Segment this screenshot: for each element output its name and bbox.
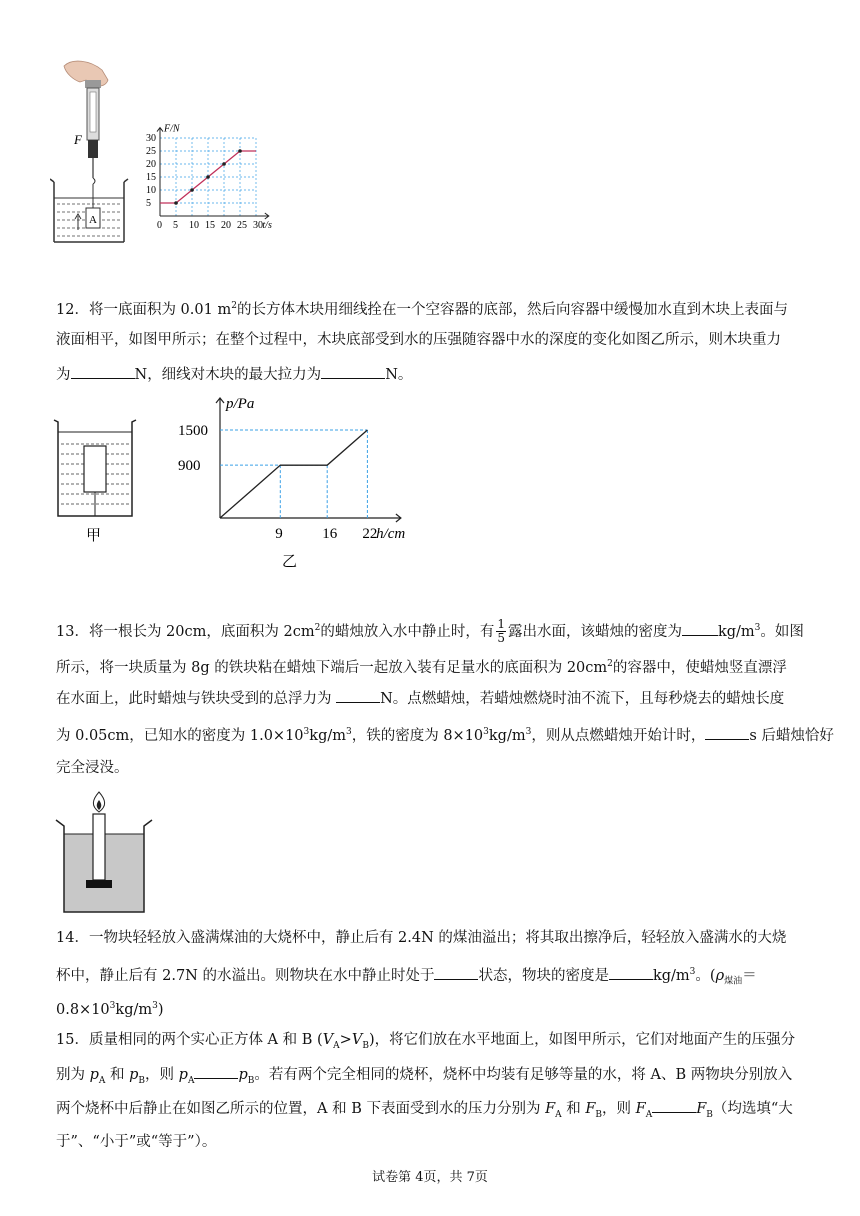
x-axis-label: h/cm xyxy=(376,526,406,542)
x-tick-label: 5 xyxy=(173,220,178,231)
pressure-series-line xyxy=(220,430,367,518)
fig-label-jia: 甲 xyxy=(86,528,102,544)
q15-line2: 别为 $p_A$ 和 $p_B$，则 $p_A$ $p_B$。若有两个完全相同的烧杯，烧杯中均装有足够等量的水，将 A、B 两物块分别放入 xyxy=(56,1064,792,1091)
fig-label-yi: 乙 xyxy=(282,554,298,570)
q13-line3: 在水面上，此时蜡烛与铁块受到的总浮力为 N。点燃蜡烛，若蜡烛燃烧时油不流下，且每秒烧去的蜡烛长度 xyxy=(56,688,784,709)
x-tick-label: 22 xyxy=(362,526,378,542)
pressure-depth-chart xyxy=(178,396,405,542)
data-point xyxy=(190,188,194,192)
q12-figure xyxy=(50,392,410,572)
y-tick-label: 20 xyxy=(146,159,156,170)
q15-line4: 于”、“小于”或“等于”）。 xyxy=(56,1134,217,1150)
y-tick-label: 5 xyxy=(146,198,151,209)
y-tick-label: 10 xyxy=(146,185,156,196)
flame-icon xyxy=(93,792,104,812)
q11-figure xyxy=(50,58,290,248)
beaker-jia xyxy=(54,420,136,516)
x-tick-label: 16 xyxy=(322,526,338,542)
q12-line1: 12．将一底面积为 0.01 $m^2$的长方体木块用细线拴在一个空容器的底部，然后向容器中缓慢加水直到木块上表面与 xyxy=(56,301,788,318)
q14-line1: 14．一物块轻轻放入盛满煤油的大烧杯中，静止后有 2.4N 的煤油溢出；将其取出擦净后，轻轻放入盛满水的大烧 xyxy=(56,930,787,946)
q13-line2: 所示，将一块质量为 8g 的铁块粘在蜡烛下端后一起放入装有足量水的底面积为 $20cm^2$的容器中，使蜡烛竖直漂浮 xyxy=(56,659,787,676)
y-tick-label: 15 xyxy=(146,172,156,183)
answer-blank-buoyancy[interactable] xyxy=(336,688,380,703)
data-point xyxy=(206,175,210,179)
fraction-one-fifth: $\frac{1}{5}$ xyxy=(497,617,505,646)
answer-blank-density[interactable] xyxy=(609,965,653,980)
answer-blank-tension[interactable] xyxy=(321,364,385,379)
y-axis-label: p/Pa xyxy=(226,396,255,412)
x-axis-label: t/s xyxy=(262,220,272,231)
q13-figure xyxy=(52,790,162,916)
candle xyxy=(93,814,105,880)
y-tick-label: 25 xyxy=(146,146,156,157)
x-tick-label: 15 xyxy=(205,220,215,231)
y-tick-label: 30 xyxy=(146,133,156,144)
force-label: F xyxy=(74,132,82,147)
spring-scale-icon xyxy=(85,80,101,184)
x-tick-label: 9 xyxy=(275,526,283,542)
water-container xyxy=(50,179,128,242)
data-point xyxy=(238,149,242,153)
q14-line3: $0.8\times 10^3kg/m^3$) xyxy=(56,1001,164,1018)
q13-line5: 完全浸没。 xyxy=(56,760,129,776)
answer-blank-state[interactable] xyxy=(434,965,478,980)
x-tick-label: 10 xyxy=(189,220,199,231)
x-tick-label: 0 xyxy=(157,220,162,231)
data-point xyxy=(222,162,226,166)
q12-line2: 液面相平，如图甲所示；在整个过程中，木块底部受到水的压强随容器中水的深度的变化如图乙所示，则木块重力 xyxy=(56,332,781,348)
answer-blank-weight[interactable] xyxy=(71,364,135,379)
x-tick-label: 20 xyxy=(221,220,231,231)
y-tick-label: 900 xyxy=(178,458,201,475)
q13-line1: 13．将一根长为 20cm，底面积为 $2cm^2$的蜡烛放入水中静止时，有 $\frac{1}{5}$ 露出水面，该蜡烛的密度为 $kg/m^3$。如图 xyxy=(56,617,804,646)
answer-blank-force-compare[interactable] xyxy=(652,1098,696,1113)
data-point xyxy=(174,201,178,205)
page-footer: 试卷第 4页，共 7页 xyxy=(372,1170,488,1185)
force-time-chart xyxy=(146,124,272,231)
answer-blank-time[interactable] xyxy=(705,725,749,740)
y-tick-label: 1500 xyxy=(178,422,208,439)
x-tick-label: 25 xyxy=(237,220,247,231)
iron-block xyxy=(86,880,112,888)
q13-line4: 为 0.05cm，已知水的密度为 $1.0\times 10^3kg/m^3$，铁的密度为 $8\times 10^3kg/m^3$，则从点燃蜡烛开始计时， s 后蜡烛恰好 xyxy=(56,722,834,746)
y-axis-label: F/N xyxy=(164,123,180,135)
x-tick-label: 30 xyxy=(253,220,263,231)
q12-line3: 为 N，细线对木块的最大拉力为 N。 xyxy=(56,364,412,385)
q14-line2: 杯中，静止后有 2.7N 的水溢出。则物块在水中静止时处于 状态，物块的密度是 $kg/m^3$。($\rho_{煤油}=$ xyxy=(56,962,757,992)
q15-line3: 两个烧杯中后静止在如图乙所示的位置，A 和 B 下表面受到水的压力分别为 $F_A$ 和 $F_B$，则 $F_A$ $F_B$（均选填“大 xyxy=(56,1098,793,1125)
answer-blank-pressure-compare[interactable] xyxy=(194,1064,238,1079)
answer-blank-candle-density[interactable] xyxy=(682,621,718,636)
block-label: A xyxy=(89,214,97,226)
q15-line1: 15．质量相同的两个实心正方体 A 和 B $(V_A>V_B)$，将它们放在水平地面上，如图甲所示，它们对地面产生的压强分 xyxy=(56,1032,796,1051)
